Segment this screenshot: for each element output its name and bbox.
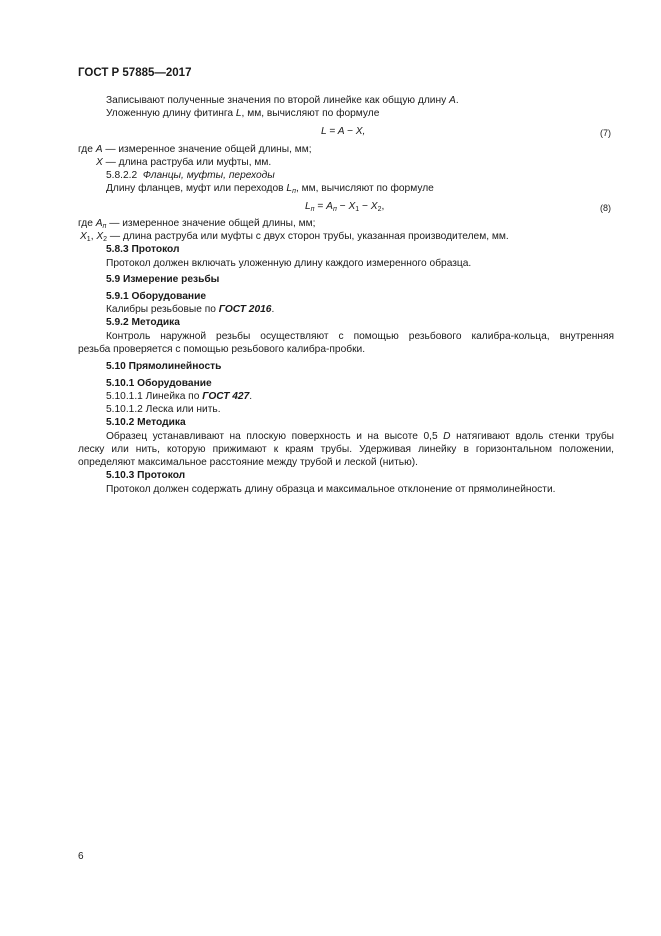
section-5-10-heading: 5.10 Прямолинейность [106, 361, 222, 372]
formula-7: L = A − X, [321, 126, 366, 137]
section-5-8-2-2-heading: 5.8.2.2 Фланцы, муфты, переходы [106, 170, 275, 181]
where-A: где A — измеренное значение общей длины, мм; [78, 144, 312, 155]
section-5-10-3-heading: 5.10.3 Протокол [106, 470, 186, 481]
section-5-10-2-heading: 5.10.2 Методика [106, 417, 186, 428]
section-5-9-2-line-2: резьба проверяется с помощью резьбового калибра-пробки. [78, 344, 366, 355]
section-5-9-1-text: Калибры резьбовые по ГОСТ 2016. [106, 304, 275, 315]
section-5-10-3-text: Протокол должен содержать длину образца и максимальное отклонение от прямолинейности. [106, 484, 556, 495]
section-5-10-2-line-3: определяют максимальное расстояние между трубой и леской (нитью). [78, 457, 418, 468]
section-5-8-3-text: Протокол должен включать уложенную длину каждого измеренного образца. [106, 258, 472, 269]
page-number: 6 [78, 851, 84, 862]
section-5-9-1-heading: 5.9.1 Оборудование [106, 291, 206, 302]
paragraph-fitting-length: Уложенную длину фитинга L, мм, вычисляют по формуле [106, 108, 380, 119]
section-5-10-2-line-1: Образец устанавливают на плоскую поверхность и на высоте 0,5 D натягивают вдоль стенки трубы [106, 431, 614, 442]
section-5-10-1-heading: 5.10.1 Оборудование [106, 378, 212, 389]
formula-8: $L_п = A_п - X_1 - X_2$, [305, 201, 385, 213]
section-5-9-heading: 5.9 Измерение резьбы [106, 274, 220, 285]
where-X1-X2: $X_1$, $X_2$ — длина раструба или муфты с двух сторон трубы, указанная производителем, мм. [80, 231, 509, 243]
section-5-10-1-1: 5.10.1.1 Линейка по ГОСТ 427. [106, 391, 253, 402]
document-header: ГОСТ Р 57885—2017 [78, 67, 192, 79]
where-An: где $A_п$ — измеренное значение общей длины, мм; [78, 218, 316, 230]
section-5-9-2-line-1: Контроль наружной резьбы осуществляют с помощью резьбового калибра-кольца, внутренняя [106, 331, 614, 342]
paragraph-total-length: Записывают полученные значения по второй линейке как общую длину A. [106, 95, 459, 106]
formula-8-number: (8) [600, 203, 611, 213]
section-5-10-1-2: 5.10.1.2 Леска или нить. [106, 404, 221, 415]
section-5-8-3-heading: 5.8.3 Протокол [106, 244, 180, 255]
section-5-10-2-line-2: леску или нить, которую прижимают к краям трубы. Удерживая линейку в горизонтальном положении, [78, 444, 614, 455]
formula-7-number: (7) [600, 128, 611, 138]
section-5-9-2-heading: 5.9.2 Методика [106, 317, 180, 328]
where-X: X — длина раструба или муфты, мм. [96, 157, 272, 168]
paragraph-flange-length: Длину фланцев, муфт или переходов $L_п$, мм, вычисляют по формуле [106, 183, 434, 195]
